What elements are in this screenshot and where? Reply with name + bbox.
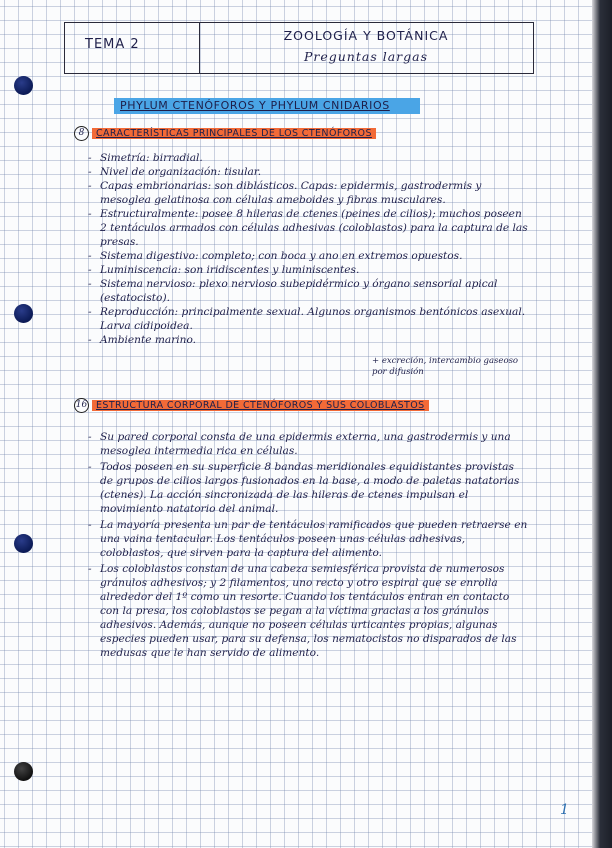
question-number: 16: [74, 398, 89, 413]
list-item: - Sistema digestivo: completo; con boca y ano en extremos opuestos.: [86, 249, 530, 263]
page-edge-shadow: [592, 0, 612, 848]
subject-title: ZOOLOGÍA Y BOTÁNICA: [283, 28, 449, 43]
header-box: [64, 22, 534, 74]
list-item: - Estructuralmente: posee 8 hileras de ctenes (peines de cilios); muchos poseen 2 tentáculos armados con células adhesivas (coloblastos) para la captura de las presas.: [86, 207, 530, 249]
section-body: [86, 430, 530, 662]
section-heading-text: ESTRUCTURA CORPORAL DE CTENÓFOROS Y SUS COLOBLASTOS: [92, 400, 429, 411]
binder-hole: [14, 304, 33, 323]
list-item: - Capas embrionarias: son diblásticos. Capas: epidermis, gastrodermis y mesoglea gelatinosa con células ameboides y fibras musculares.: [86, 179, 530, 207]
section-body: [86, 151, 530, 347]
list-item: - Ambiente marino.: [86, 333, 530, 347]
page-title: PHYLUM CTENÓFOROS Y PHYLUM CNIDARIOS: [114, 98, 420, 114]
subtitle: Preguntas largas: [303, 49, 429, 64]
section-heading-text: CARACTERÍSTICAS PRINCIPALES DE LOS CTENÓFOROS: [92, 128, 376, 139]
list-item: - Nivel de organización: tisular.: [86, 165, 530, 179]
list-item: - Los coloblastos constan de una cabeza semiesférica provista de numerosos gránulos adhesivos; y 2 filamentos, uno recto y otro espiral que se enrolla alrededor del 1º como un resorte. Cuando los tentáculos entran en contacto con la presa, los coloblastos se pegan a la víctima gracias a los gránulos adhesivos. Además, aunque no poseen células urticantes propias, algunas especies pueden usar, para su defensa, los nematocistos no disparados de las medusas que le han servido de alimento.: [86, 562, 530, 660]
tema-label: TEMA 2: [85, 37, 140, 52]
list-item: - Su pared corporal consta de una epidermis externa, una gastrodermis y una mesoglea intermedia rica en células.: [86, 430, 530, 458]
question-number: 8: [74, 126, 89, 141]
list-item: - Reproducción: principalmente sexual. Algunos organismos bentónicos asexual. Larva cidipoidea.: [86, 305, 530, 333]
section-heading: [74, 126, 376, 142]
list-item: - Simetría: birradial.: [86, 151, 530, 165]
list-item: - La mayoría presenta un par de tentáculos ramificados que pueden retraerse en una vaina tentacular. Los tentáculos poseen unas células adhesivas, coloblastos, que sirven para la captura del alimento.: [86, 518, 530, 560]
binder-hole: [14, 534, 33, 553]
section-heading: [74, 398, 429, 414]
list-item: - Sistema nervioso: plexo nervioso subepidérmico y órgano sensorial apical (estatocisto).: [86, 277, 530, 305]
page-number: 1: [560, 802, 569, 818]
binder-hole: [14, 762, 33, 781]
binder-hole: [14, 76, 33, 95]
margin-note: + excreción, intercambio gaseoso por difusión: [372, 356, 519, 377]
list-item: - Luminiscencia: son iridiscentes y luminiscentes.: [86, 263, 530, 277]
list-item: - Todos poseen en su superficie 8 bandas meridionales equidistantes provistas de grupos de cilios largos fusionados en la base, a modo de paletas natatorias (ctenes). La acción sincronizada de las hileras de ctenes impulsan el movimiento natatorio del animal.: [86, 460, 530, 516]
